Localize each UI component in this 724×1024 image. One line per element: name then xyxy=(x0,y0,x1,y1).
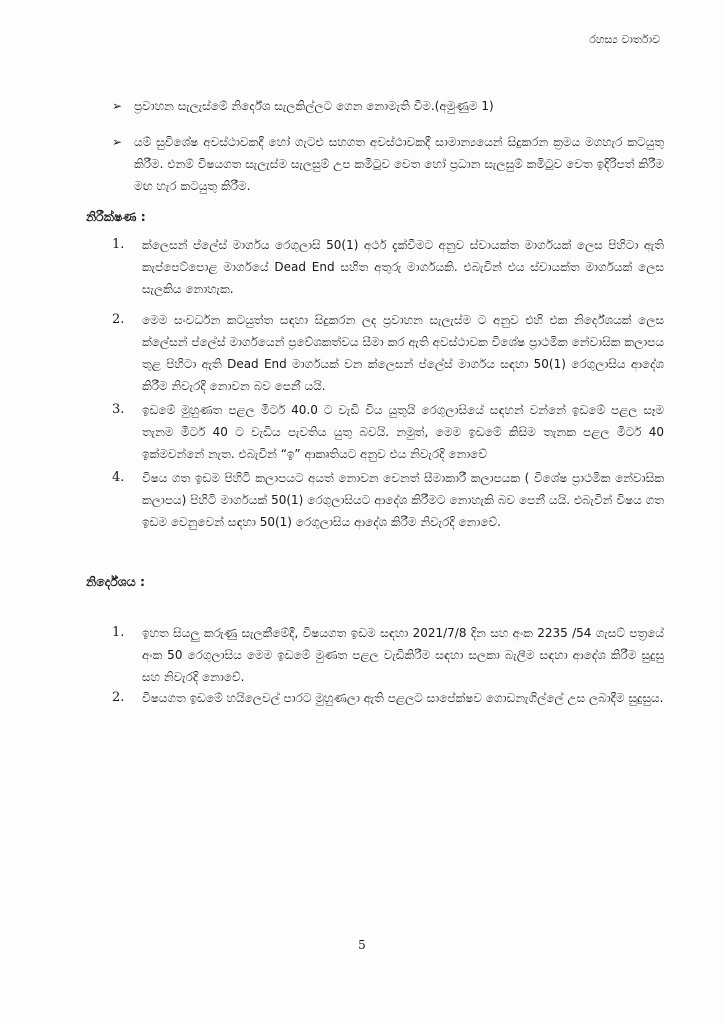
bullet-text: යම් සුවිශේෂ අවස්ථාවකදී හෝ ගැටළු සහගත අවස්ථාවකදී සාමාන්‍යයෙන් සිදුකරන ක්‍රමය මගහැර කටයුතු කිරීම. එනම් විෂයගත සැලැස්ම සැලසුම් උප කමිටුව වෙත හෝ ප්‍රධාන සැලසුම් කමිටුව වෙත ඉදිරිපත් කිරීම මඟ හැර කටයුතු කිරීම. xyxy=(134,135,664,193)
item-text: ක්ලෙසන් ප්ලේස් මාර්ගය රෙගුලාසි 50(1) අර්ථ දැක්වීමට අනුව ස්වායක්ත මාර්ගයක් ලෙස පිහිටා ඇති කැප්පෙට්පොළ මාර්ගයේ Dead End සහිත අතුරු මාර්ගයකි. එබැවින් එය ස්වායක්ත මාර්ගයක් ලෙස සැලකිය නොහැක. xyxy=(142,238,664,296)
item-number: 4. xyxy=(112,470,125,485)
confidential-header: රහස්‍ය වාර්තාව xyxy=(589,33,660,46)
item-number: 2. xyxy=(112,690,125,705)
item-number: 3. xyxy=(112,402,125,417)
arrow-bullet-icon: ➢ xyxy=(112,99,123,113)
page-number: 5 xyxy=(358,938,366,952)
arrow-bullet-icon: ➢ xyxy=(112,135,123,149)
observation-item-3 xyxy=(112,399,664,465)
observation-item-2 xyxy=(112,309,664,397)
bullet-item-1 xyxy=(112,95,664,117)
item-text: ඉඩමේ මුහුණත පළල මීටර් 40.0 ට වැඩි විය යුතුයි රෙගුලාසියේ සඳහන් වන්නේ ඉඩමේ පළල සෑම තැනම මීටර් 40 ට වැඩිය පැවතිය යුතු බවයි. නමුත්, මෙම ඉඩමේ කිසිම තැනක පළල මීටර් 40 ඉක්මවන්නේ නැත. එබැවින් “ඉ” ආකෘතියට අනුව එය නිවැරදි නොවේ xyxy=(142,403,664,461)
observation-item-4 xyxy=(112,467,664,533)
item-text: විෂය ගත ඉඩම පිහිටි කලාපයට අයත් නොවන වෙනත් සීමාකාරී කලාපයක ( විශේෂ ප්‍රාථමික නේවාසික කලාපය) පිහිටි මාර්ගයක් 50(1) රෙගුලාසියට ආදේශ කිරීමට නොහැකි බව පෙනී යයි. එබැවින් විෂය ගත ඉඩම වෙනුවෙන් සඳහා 50(1) රෙගුලාසිය ආදේශ කිරීම නිවැරදි නොවේ. xyxy=(142,471,664,529)
bullet-item-2 xyxy=(112,131,664,197)
item-number: 1. xyxy=(112,625,125,640)
item-text: විෂයගත ඉඩමේ හයිලෙවල් පාරට මුහුණලා ඇති පළලට සාපේක්ෂව ගොඩනැගිල්ලේ උස ලබාදීම සුදුසුය. xyxy=(142,691,664,705)
recommendation-item-1 xyxy=(112,622,664,688)
item-text: මෙම සංවර්ධන කටයුත්ත සඳහා සිදුකරන ලද ප්‍රවාහන සැලැස්ම ට අනුව එහි එක නිර්දේශයක් ලෙස ක්ලේසන් ප්ලේස් මාර්ගයෙන් ප්‍රවේශකත්වය සීමා කර ඇති අවස්ථාවක විශේෂ ප්‍රාථමික නේවාසික කලාපය තුළ පිහිටා ඇති Dead End මාර්ගයක් වන ක්ලෙසන් ප්ලේස් මාර්ගය සඳහා 50(1) රෙගුලාසිය ආදේශ කිරීම නිවැරදි නොවන බව පෙනී යයි. xyxy=(142,313,664,393)
recommendation-item-2 xyxy=(112,687,664,709)
bullet-text: ප්‍රවාහන සැලැස්මේ නිර්දේශ සැලකිල්ලට ගෙන නොමැති වීම.(අමුණුම 1) xyxy=(134,99,494,113)
observation-item-1 xyxy=(112,234,664,300)
item-number: 2. xyxy=(112,312,125,327)
recommendations-heading: නිර්දේශය : xyxy=(86,574,146,589)
item-text: ඉහත සියලු කරුණු සැලකීමේදී, විෂයගත ඉඩම සඳහා 2021/7/8 දින සහ අංක 2235 /54 ගැසට් පත්‍රයේ අංක 50 රෙගුලාසිය මෙම ඉඩමේ මුණත පළල වැඩිකිරීම සඳහා සලකා බැලීම සඳහා ආදේශ කිරීම සුදුසු සහ නිවැරදි නොවේ. xyxy=(142,626,664,684)
observations-heading: නිරීක්ෂණ : xyxy=(86,209,146,224)
item-number: 1. xyxy=(112,237,125,252)
